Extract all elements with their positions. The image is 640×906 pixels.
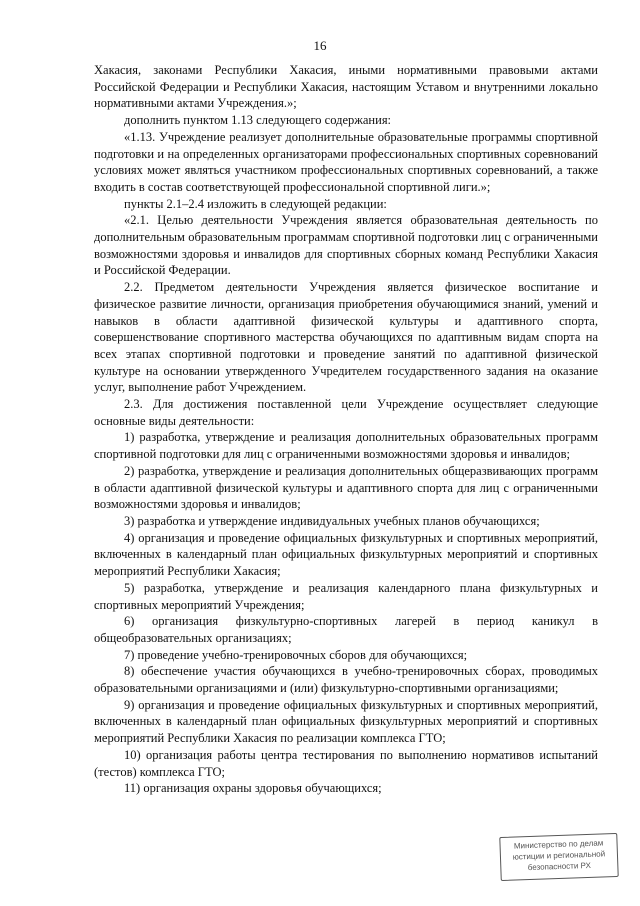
registration-stamp [499, 833, 618, 881]
paragraph: 11) организация охраны здоровья обучающихся; [124, 781, 382, 796]
page-number: 16 [313, 38, 327, 53]
document-body [94, 62, 598, 797]
paragraph: 10) организация работы центра тестирования по выполнению нормативов испытаний (тестов) комплекса ГТО; [94, 747, 598, 779]
paragraph: Хакасия, законами Республики Хакасия, иными нормативными правовыми актами Российской Федерации и Республики Хакасия, настоящим Уставом и внутренними локально нормативными актами Учреждения.»; [94, 63, 598, 111]
stamp-line: юстиции и региональной [512, 849, 606, 862]
paragraph: 2.2. Предметом деятельности Учреждения является физическое воспитание и физическое развитие личности, организация приобретения обучающимися знаний, умений и навыков в области адаптивной физической культуры и адаптивного спорта, совершенствование спортивного мастерства обучающихся по адаптивным видам спорта на всех этапах спортивной подготовки и проведение занятий по адаптивной физической культуре на основании утвержденного Учредителем государственного задания на оказание услуг, выполнение работ Учреждением. [94, 280, 598, 395]
paragraph: 2) разработка, утверждение и реализация дополнительных общеразвивающих программ в области адаптивной физической культуры и адаптивного спорта для лиц с ограниченными возможностями здоровья и инвалидов; [94, 463, 598, 512]
paragraph: 4) организация и проведение официальных физкультурных и спортивных мероприятий, включенных в календарный план официальных физкультурных мероприятий и спортивных мероприятий Республики Хакасия; [94, 530, 598, 579]
paragraph: 6) организация физкультурно-спортивных лагерей в период каникул в общеобразовательных организациях; [94, 614, 598, 645]
paragraph: «2.1. Целью деятельности Учреждения является образовательная деятельность по дополнительным образовательным программам спортивной подготовки лиц с ограниченными возможностями здоровья и инвалидов для спортивных сборных команд Республики Хакасия и Российской Федерации. [94, 213, 598, 278]
paragraph: 1) разработка, утверждение и реализация дополнительных образовательных программ спортивной подготовки для лиц с ограниченными возможностями здоровья и инвалидов; [94, 430, 598, 462]
paragraph: дополнить пунктом 1.13 следующего содержания: [124, 113, 392, 128]
paragraph: 2.3. Для достижения поставленной цели Учреждение осуществляет следующие основные виды деятельности: [94, 397, 598, 428]
paragraph: «1.13. Учреждение реализует дополнительные образовательные программы спортивной подготовки и на определенных организаторами профессиональных спортивных соревнований условиях может являться участником профессиональных спортивных соревнований, а также входить в состав соответствующей профессиональной спортивной лиги.»; [94, 129, 598, 194]
paragraph: 7) проведение учебно-тренировочных сборов для обучающихся; [124, 647, 468, 662]
paragraph: 9) организация и проведение официальных физкультурных и спортивных мероприятий, включенных в календарный план официальных физкультурных мероприятий и спортивных мероприятий Республики Хакасия по реализации комплекса ГТО; [94, 697, 598, 746]
stamp-line: безопасности РХ [527, 860, 592, 873]
paragraph: пункты 2.1–2.4 изложить в следующей редакции: [124, 196, 387, 211]
paragraph: 8) обеспечение участия обучающихся в учебно-тренировочных сборах, проводимых образовательными организациями и (или) физкультурно-спортивными организациями; [94, 664, 598, 696]
paragraph: 5) разработка, утверждение и реализация календарного плана физкультурных и спортивных мероприятий Учреждения; [94, 580, 598, 612]
stamp-line: Министерство по делам [513, 838, 604, 851]
paragraph: 3) разработка и утверждение индивидуальных учебных планов обучающихся; [124, 513, 540, 528]
